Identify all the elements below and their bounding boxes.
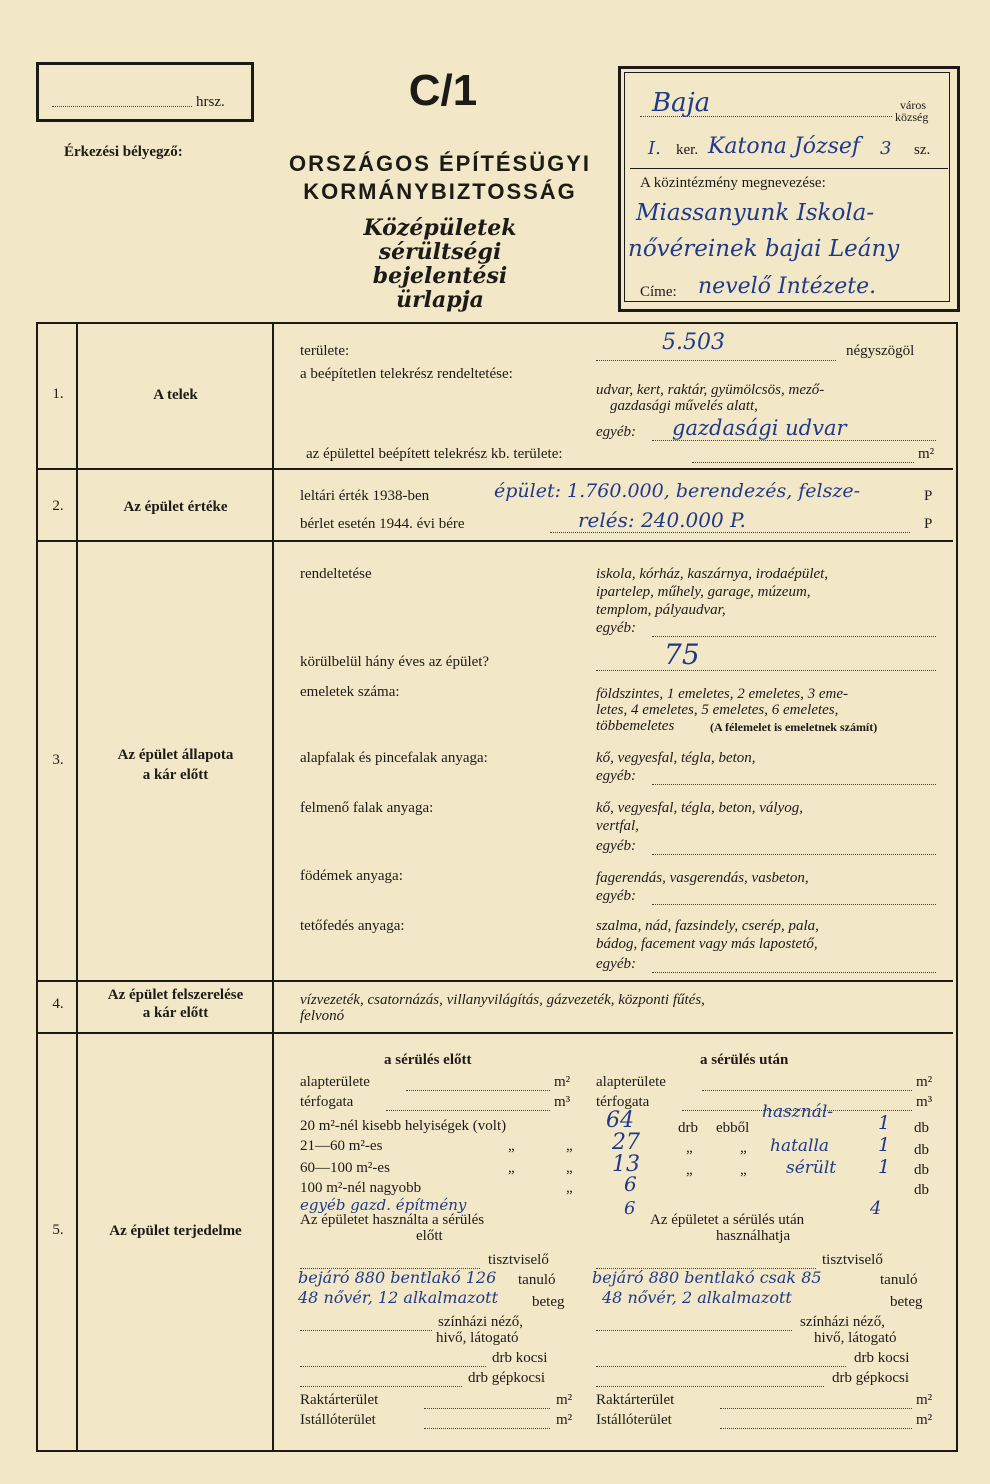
s5-before-staff-value[interactable]: 48 nővér, 12 alkalmazott bbox=[298, 1288, 499, 1307]
city-field[interactable] bbox=[640, 102, 892, 117]
s5-after-storage: Raktárterület bbox=[596, 1392, 675, 1408]
s3-number: 3. bbox=[52, 752, 64, 768]
s5-extra-before[interactable]: 6 bbox=[624, 1198, 636, 1219]
house-label: sz. bbox=[914, 142, 931, 158]
s3-purpose-opts-3: templom, pályaudvar, bbox=[596, 602, 726, 618]
institution-line1[interactable]: Miassanyunk Iskola- bbox=[636, 200, 875, 226]
s5-after-staff-value[interactable]: 48 nővér, 2 alkalmazott bbox=[602, 1288, 792, 1307]
s5-after-header: a sérülés után bbox=[700, 1052, 789, 1068]
s3-floors-label: emeletek száma: bbox=[300, 684, 400, 700]
s4-number: 4. bbox=[52, 996, 64, 1012]
title-line1: Középületek bbox=[363, 215, 517, 241]
s3-age-field[interactable] bbox=[596, 656, 936, 671]
s3-purpose-opts-2: ipartelep, műhely, garage, múzeum, bbox=[596, 584, 811, 600]
s5-used-after-1: Az épületet a sérülés után bbox=[650, 1212, 805, 1228]
s3-ceiling-opts: fagerendás, vasgerendás, vasbeton, bbox=[596, 870, 809, 886]
row-divider-2 bbox=[38, 540, 953, 542]
address-label: Címe: bbox=[640, 284, 677, 300]
s5-after-visitors: hivő, látogató bbox=[814, 1330, 897, 1346]
s5-before-storage-field[interactable] bbox=[424, 1394, 550, 1409]
s5-before-header: a sérülés előtt bbox=[384, 1052, 472, 1068]
s5-after-volume-unit: m³ bbox=[916, 1094, 933, 1110]
s5-after-storage-field[interactable] bbox=[720, 1394, 912, 1409]
s5-after-cars-field[interactable] bbox=[596, 1372, 824, 1387]
s5-title: Az épület terjedelme bbox=[109, 1223, 242, 1239]
s5-after-patients: beteg bbox=[890, 1294, 923, 1310]
s5-before-spectators-field[interactable] bbox=[300, 1316, 432, 1331]
s3-floors-opts-1: földszintes, 1 emeletes, 2 emeletes, 3 eme- bbox=[596, 686, 849, 702]
s5-before-base-label: alapterülete bbox=[300, 1074, 370, 1090]
city-label-1: város bbox=[900, 98, 926, 112]
s3-floors-opts-3: többemeletes bbox=[596, 718, 675, 734]
s5-before-visitors: hivő, látogató bbox=[436, 1330, 519, 1346]
s5-number: 5. bbox=[52, 1222, 64, 1238]
s1-unbuilt-label: a beépítetlen telekrész rendeltetése: bbox=[300, 366, 513, 382]
s5-rooms-mid-value[interactable]: 27 bbox=[612, 1130, 640, 1155]
s5-status-2-value[interactable]: 1 bbox=[878, 1134, 891, 1156]
s5-before-officials-field[interactable] bbox=[300, 1254, 480, 1269]
s1-area-label: területe: bbox=[300, 343, 350, 359]
s5-rooms-large-q2: „ bbox=[566, 1160, 573, 1176]
s3-purpose-other-label: egyéb: bbox=[596, 620, 636, 636]
s5-after-stable-field[interactable] bbox=[720, 1414, 912, 1429]
authority-line1: ORSZÁGOS ÉPÍTÉSÜGYI bbox=[288, 151, 592, 176]
row-divider-3 bbox=[38, 980, 953, 982]
s3-title-2: a kár előtt bbox=[142, 767, 209, 783]
s5-status-1-value[interactable]: 1 bbox=[878, 1112, 891, 1134]
s3-foundation-label: alapfalak és pincefalak anyaga: bbox=[300, 750, 488, 766]
s5-rooms-small-label: 20 m²-nél kisebb helyiségek (volt) bbox=[300, 1118, 507, 1134]
s5-after-base-label: alapterülete bbox=[596, 1074, 666, 1090]
s4-opts-1: vízvezeték, csatornázás, villanyvilágítás, gázvezeték, központi fűtés, bbox=[300, 992, 705, 1008]
s5-db-3: db bbox=[914, 1162, 929, 1178]
s1-built-unit: m² bbox=[918, 446, 935, 462]
s3-purpose-opts-1: iskola, kórház, kaszárnya, irodaépület, bbox=[596, 566, 829, 582]
s4-title-1: Az épület felszerelése bbox=[107, 987, 244, 1003]
s2-inventory-value[interactable]: épület: 1.760.000, berendezés, felsze- bbox=[494, 480, 861, 502]
s5-rooms-large-q3: „ bbox=[686, 1162, 693, 1178]
s3-walls-label: felmenő falak anyaga: bbox=[300, 800, 434, 816]
s5-rooms-large-q4: „ bbox=[740, 1162, 747, 1178]
s5-after-spectators-field[interactable] bbox=[596, 1316, 792, 1331]
s5-after-carriages-field[interactable] bbox=[596, 1352, 846, 1367]
s5-after-spectators: színházi néző, bbox=[800, 1314, 885, 1330]
city-value[interactable]: Baja bbox=[652, 88, 711, 118]
s5-rooms-xl-label: 100 m²-nél nagyobb bbox=[300, 1180, 422, 1196]
s5-before-storage: Raktárterület bbox=[300, 1392, 379, 1408]
s1-area-value[interactable]: 5.503 bbox=[662, 330, 725, 355]
s1-other-label: egyéb: bbox=[596, 424, 636, 440]
hrsz-field[interactable] bbox=[52, 92, 192, 107]
s1-area-unit: négyszögöl bbox=[846, 343, 915, 359]
s5-used-before-2: előtt bbox=[416, 1228, 443, 1244]
s5-after-stable: Istállóterület bbox=[596, 1412, 672, 1428]
s2-number: 2. bbox=[52, 498, 64, 514]
s3-foundation-other-field[interactable] bbox=[652, 770, 936, 785]
address-value[interactable]: nevelő Intézete. bbox=[698, 274, 877, 299]
s5-db-4: db bbox=[914, 1182, 929, 1198]
s5-before-spectators: színházi néző, bbox=[438, 1314, 523, 1330]
s5-before-officials: tisztviselő bbox=[488, 1252, 549, 1268]
s5-rooms-mid-q3: „ bbox=[686, 1140, 693, 1156]
s5-db-2: db bbox=[914, 1142, 929, 1158]
s3-floors-note: (A félemelet is emeletnek számít) bbox=[710, 720, 878, 734]
s3-walls-opts-1: kő, vegyesfal, tégla, beton, vályog, bbox=[596, 800, 804, 816]
s5-after-volume-label: térfogata bbox=[596, 1094, 650, 1110]
s1-other-value[interactable]: gazdasági udvar bbox=[672, 416, 847, 440]
s4-opts-2: felvonó bbox=[300, 1008, 345, 1024]
s3-roof-other-label: egyéb: bbox=[596, 956, 636, 972]
s5-used-before-1: Az épületet használta a sérülés bbox=[300, 1212, 485, 1228]
institution-label: A közintézmény megnevezése: bbox=[640, 175, 826, 191]
s5-before-cars-field[interactable] bbox=[300, 1372, 462, 1387]
s5-rooms-small-ebbol: ebből bbox=[716, 1120, 750, 1136]
s5-before-patients: beteg bbox=[532, 1294, 565, 1310]
city-label-2: község bbox=[895, 110, 929, 124]
s4-title-2: a kár előtt bbox=[142, 1005, 209, 1021]
hrsz-label: hrsz. bbox=[196, 94, 225, 110]
s5-before-stable: Istállóterület bbox=[300, 1412, 376, 1428]
title-line3: bejelentési bbox=[372, 263, 508, 289]
s3-age-value[interactable]: 75 bbox=[664, 638, 700, 671]
s3-walls-other-label: egyéb: bbox=[596, 838, 636, 854]
s3-age-label: körülbelül hány éves az épület? bbox=[300, 654, 490, 670]
s5-before-base-unit: m² bbox=[554, 1074, 571, 1090]
institution-line2[interactable]: nővéreinek bajai Leány bbox=[628, 236, 900, 262]
s5-rooms-mid-q4: „ bbox=[740, 1140, 747, 1156]
s5-before-stable-unit: m² bbox=[556, 1412, 573, 1428]
title-line2: sérültségi bbox=[378, 239, 502, 265]
s3-walls-other-field[interactable] bbox=[652, 840, 936, 855]
s5-extra-label[interactable]: egyéb gazd. építmény bbox=[300, 1196, 467, 1214]
s3-ceiling-other-label: egyéb: bbox=[596, 888, 636, 904]
s2-title: Az épület értéke bbox=[123, 499, 228, 515]
s5-rooms-xl-q: „ bbox=[566, 1180, 573, 1196]
s3-title-1: Az épület állapota bbox=[117, 747, 234, 763]
s5-before-storage-unit: m² bbox=[556, 1392, 573, 1408]
house-value[interactable]: 3 bbox=[880, 138, 892, 159]
s5-after-officials-field[interactable] bbox=[596, 1254, 816, 1269]
s1-built-label: az épülettel beépített telekrész kb. területe: bbox=[306, 446, 563, 462]
s5-extra-after[interactable]: 4 bbox=[870, 1198, 882, 1219]
s5-status-1[interactable]: használ- bbox=[762, 1102, 834, 1122]
s5-before-carriages-field[interactable] bbox=[300, 1352, 486, 1367]
s5-after-officials: tisztviselő bbox=[822, 1252, 883, 1268]
s3-ceiling-label: födémek anyaga: bbox=[300, 868, 403, 884]
address-divider bbox=[630, 168, 948, 169]
s1-built-field[interactable] bbox=[692, 448, 914, 463]
s5-after-carriages: drb kocsi bbox=[854, 1350, 910, 1366]
s5-before-cars: drb gépkocsi bbox=[468, 1370, 546, 1386]
s1-unbuilt-opts-1: udvar, kert, raktár, gyümölcsös, mező- bbox=[596, 382, 825, 398]
form-code: C/1 bbox=[408, 66, 478, 115]
s5-after-cars: drb gépkocsi bbox=[832, 1370, 910, 1386]
s5-before-stable-field[interactable] bbox=[424, 1414, 550, 1429]
s3-floors-opts-2: letes, 4 emeletes, 5 emeletes, 6 emeletes, bbox=[596, 702, 839, 718]
s3-roof-label: tetőfedés anyaga: bbox=[300, 918, 405, 934]
s1-unbuilt-opts-2: gazdasági művelés alatt, bbox=[610, 398, 758, 414]
s3-roof-opts-1: szalma, nád, fazsindely, cserép, pala, bbox=[596, 918, 819, 934]
s2-rent-label: bérlet esetén 1944. évi bére bbox=[300, 516, 465, 532]
s5-before-carriages: drb kocsi bbox=[492, 1350, 548, 1366]
s5-rooms-large-q1: „ bbox=[508, 1160, 515, 1176]
s5-status-3[interactable]: sérült bbox=[786, 1158, 837, 1178]
s1-number: 1. bbox=[52, 386, 64, 402]
s5-after-stable-unit: m² bbox=[916, 1412, 933, 1428]
row-divider-1 bbox=[38, 468, 953, 470]
s3-roof-opts-2: bádog, facement vagy más lapostető, bbox=[596, 936, 818, 952]
street-value[interactable]: Katona József bbox=[708, 134, 861, 159]
s5-rooms-mid-label: 21—60 m²-es bbox=[300, 1138, 383, 1154]
s5-rooms-xl-value[interactable]: 6 bbox=[624, 1172, 637, 1196]
s1-title: A telek bbox=[153, 387, 198, 403]
district-value[interactable]: I. bbox=[648, 138, 661, 159]
s3-roof-other-field[interactable] bbox=[652, 958, 936, 973]
s2-currency-2: P bbox=[924, 516, 933, 532]
s5-before-volume-field[interactable] bbox=[386, 1096, 550, 1111]
s5-before-students: tanuló bbox=[518, 1272, 556, 1288]
s2-rent-value[interactable]: relés: 240.000 P. bbox=[578, 508, 746, 532]
title-line4: ürlapja bbox=[396, 287, 484, 313]
s5-status-3-value[interactable]: 1 bbox=[878, 1156, 891, 1178]
s5-before-base-field[interactable] bbox=[406, 1076, 550, 1091]
col-number-divider bbox=[76, 322, 78, 1450]
s2-currency-1: P bbox=[924, 488, 933, 504]
s3-ceiling-other-field[interactable] bbox=[652, 890, 936, 905]
s2-inventory-label: leltári érték 1938-ben bbox=[300, 488, 430, 504]
authority-line2: KORMÁNYBIZTOSSÁG bbox=[303, 179, 577, 204]
s3-walls-opts-2: vertfal, bbox=[596, 818, 639, 834]
s5-after-storage-unit: m² bbox=[916, 1392, 933, 1408]
s5-rooms-small-value[interactable]: 64 bbox=[606, 1108, 634, 1133]
s5-rooms-mid-q1: „ bbox=[508, 1138, 515, 1154]
s5-before-students-value[interactable]: bejáró 880 bentlakó 126 bbox=[298, 1268, 497, 1287]
row-divider-4 bbox=[38, 1032, 953, 1034]
col-title-divider bbox=[272, 322, 274, 1450]
s5-before-volume-unit: m³ bbox=[554, 1094, 571, 1110]
s5-status-2[interactable]: hatalla bbox=[770, 1136, 830, 1156]
s3-foundation-other-label: egyéb: bbox=[596, 768, 636, 784]
s5-db-1: db bbox=[914, 1120, 929, 1136]
s3-purpose-label: rendeltetése bbox=[300, 566, 372, 582]
s5-rooms-large-value[interactable]: 13 bbox=[612, 1152, 640, 1177]
s5-after-students: tanuló bbox=[880, 1272, 918, 1288]
s5-used-after-2: használhatja bbox=[716, 1228, 791, 1244]
district-label: ker. bbox=[676, 142, 699, 158]
s5-before-volume-label: térfogata bbox=[300, 1094, 354, 1110]
s5-rooms-large-label: 60—100 m²-es bbox=[300, 1160, 390, 1176]
s5-after-base-unit: m² bbox=[916, 1074, 933, 1090]
s5-rooms-small-drb: drb bbox=[678, 1120, 698, 1136]
s5-rooms-mid-q2: „ bbox=[566, 1138, 573, 1154]
s3-purpose-other-field[interactable] bbox=[652, 622, 936, 637]
s5-after-students-value[interactable]: bejáró 880 bentlakó csak 85 bbox=[592, 1268, 822, 1287]
stamp-label: Érkezési bélyegző: bbox=[64, 144, 183, 160]
s5-after-base-field[interactable] bbox=[702, 1076, 912, 1091]
s3-foundation-opts: kő, vegyesfal, tégla, beton, bbox=[596, 750, 756, 766]
